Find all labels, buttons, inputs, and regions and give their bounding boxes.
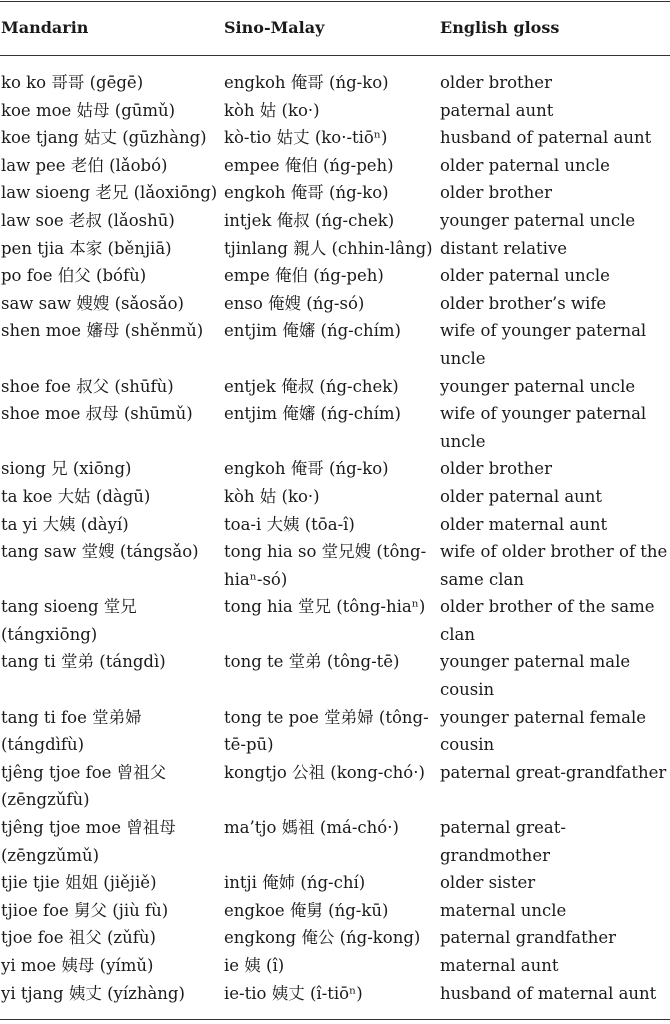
header-row bbox=[0, 0, 670, 56]
cell-mandarin: tang ti foe 堂弟婦 (tángdìfù) bbox=[1, 707, 142, 755]
cell-english-gloss: older brother bbox=[440, 459, 552, 479]
cell-sino-malay: entjek 俺叔 (ńg-chek) bbox=[224, 376, 399, 396]
cell-mandarin: ko ko 哥哥 (gēgē) bbox=[1, 73, 144, 92]
cell-mandarin: tjioe foe 舅父 (jiù fù) bbox=[1, 900, 169, 920]
table-row bbox=[0, 455, 670, 483]
table-row bbox=[0, 124, 670, 152]
cell-mandarin: tang sioeng 堂兄 (tángxiōng) bbox=[1, 597, 137, 644]
cell-english-gloss: older maternal aunt bbox=[440, 514, 608, 534]
table-row bbox=[0, 980, 670, 1008]
cell-english-gloss: maternal uncle bbox=[440, 900, 567, 920]
cell-sino-malay: enso 俺嫂 (ńg-só) bbox=[224, 293, 365, 313]
cell-english-gloss: paternal grandfather bbox=[440, 928, 616, 948]
cell-mandarin: pen tjia 本家 (běnjiā) bbox=[1, 238, 172, 258]
table-header bbox=[0, 0, 670, 56]
table-row bbox=[0, 648, 670, 703]
cell-english-gloss: paternal aunt bbox=[440, 100, 554, 120]
table-row bbox=[0, 897, 670, 925]
table-row bbox=[0, 400, 670, 455]
cell-english-gloss: older brother’s wife bbox=[440, 293, 607, 313]
cell-mandarin: ta koe 大姑 (dàgū) bbox=[1, 486, 151, 506]
cell-mandarin: tjêng tjoe foe 曾祖父 (zēngzǔfù) bbox=[1, 762, 167, 810]
cell-sino-malay: kòh 姑 (ko·) bbox=[224, 486, 320, 506]
cell-mandarin: shoe moe 叔母 (shūmǔ) bbox=[1, 404, 193, 424]
cell-english-gloss: younger paternal uncle bbox=[440, 210, 636, 230]
cell-sino-malay: entjim 俺嬸 (ńg-chím) bbox=[224, 321, 401, 341]
cell-mandarin: po foe 伯父 (bófù) bbox=[1, 266, 147, 286]
cell-mandarin: tjoe foe 祖父 (zǔfù) bbox=[1, 928, 156, 948]
cell-sino-malay: ie 姨 (î) bbox=[224, 956, 285, 975]
cell-mandarin: law soe 老叔 (lǎoshū) bbox=[1, 210, 175, 230]
cell-mandarin: koe moe 姑母 (gūmǔ) bbox=[1, 100, 176, 120]
table-row bbox=[0, 593, 670, 648]
table-row bbox=[0, 869, 670, 897]
cell-mandarin: yi tjang 姨丈 (yízhàng) bbox=[1, 983, 185, 1003]
table-row bbox=[0, 207, 670, 235]
table-row bbox=[0, 511, 670, 539]
cell-mandarin: ta yi 大姨 (dàyí) bbox=[1, 514, 129, 534]
cell-mandarin: yi moe 姨母 (yímǔ) bbox=[1, 956, 154, 975]
table-row bbox=[0, 179, 670, 207]
table-row bbox=[0, 373, 670, 401]
cell-english-gloss: wife of older brother of the same clan bbox=[440, 542, 668, 589]
cell-mandarin: tang ti 堂弟 (tángdì) bbox=[1, 652, 166, 672]
cell-english-gloss: younger paternal female cousin bbox=[440, 707, 647, 755]
cell-sino-malay: engkoh 俺哥 (ńg-ko) bbox=[224, 459, 389, 479]
cell-mandarin: saw saw 嫂嫂 (sǎosǎo) bbox=[1, 293, 184, 313]
cell-mandarin: law pee 老伯 (lǎobó) bbox=[1, 155, 168, 175]
cell-sino-malay: tong te 堂弟 (tông-tē) bbox=[224, 652, 400, 672]
table-row bbox=[0, 814, 670, 869]
table-row bbox=[0, 704, 670, 759]
cell-english-gloss: distant relative bbox=[440, 238, 568, 258]
cell-english-gloss: paternal great-grandmother bbox=[440, 818, 566, 865]
cell-english-gloss: older brother bbox=[440, 183, 552, 203]
cell-sino-malay: intjek 俺叔 (ńg-chek) bbox=[224, 210, 395, 230]
cell-sino-malay: engkong 俺公 (ńg-kong) bbox=[224, 928, 421, 948]
cell-english-gloss: husband of paternal aunt bbox=[440, 128, 652, 148]
cell-mandarin: tjêng tjoe moe 曾祖母 (zēngzǔmǔ) bbox=[1, 818, 176, 865]
cell-mandarin: koe tjang 姑丈 (gūzhàng) bbox=[1, 128, 207, 148]
table-row bbox=[0, 290, 670, 318]
cell-english-gloss: husband of maternal aunt bbox=[440, 983, 657, 1003]
table-row bbox=[0, 538, 670, 593]
cell-english-gloss: older sister bbox=[440, 873, 536, 893]
cell-sino-malay: toa-i 大姨 (tōa-î) bbox=[224, 514, 355, 534]
cell-english-gloss: older paternal uncle bbox=[440, 266, 610, 286]
cell-mandarin: siong 兄 (xiōng) bbox=[1, 459, 132, 479]
table-row bbox=[0, 56, 670, 97]
cell-sino-malay: ie-tio 姨丈 (î-tiōⁿ) bbox=[224, 983, 363, 1003]
table-row bbox=[0, 952, 670, 980]
table-row bbox=[0, 759, 670, 814]
cell-english-gloss: wife of younger paternal uncle bbox=[440, 404, 647, 451]
cell-english-gloss: paternal great-grandfather bbox=[440, 762, 667, 782]
cell-english-gloss: older paternal uncle bbox=[440, 155, 610, 175]
cell-sino-malay: engkoh 俺哥 (ńg-ko) bbox=[224, 73, 389, 92]
cell-mandarin: tang saw 堂嫂 (tángsǎo) bbox=[1, 542, 199, 562]
cell-sino-malay: empe 俺伯 (ńg-peh) bbox=[224, 266, 384, 286]
table-row bbox=[0, 483, 670, 511]
table-row bbox=[0, 152, 670, 180]
column-header-sino-malay: Sino-Malay bbox=[224, 18, 325, 38]
cell-sino-malay: engkoh 俺哥 (ńg-ko) bbox=[224, 183, 389, 203]
column-header-mandarin: Mandarin bbox=[1, 18, 89, 38]
cell-sino-malay: entjim 俺嬸 (ńg-chím) bbox=[224, 404, 401, 424]
cell-mandarin: law sioeng 老兄 (lǎoxiōng) bbox=[1, 183, 218, 203]
cell-sino-malay: engkoe 俺舅 (ńg-kū) bbox=[224, 900, 389, 920]
cell-mandarin: tjie tjie 姐姐 (jiějiě) bbox=[1, 873, 157, 893]
cell-sino-malay: kò-tio 姑丈 (ko·-tiōⁿ) bbox=[224, 128, 388, 148]
cell-english-gloss: younger paternal uncle bbox=[440, 376, 636, 396]
cell-english-gloss: younger paternal male cousin bbox=[440, 652, 631, 700]
cell-english-gloss: older brother bbox=[440, 73, 552, 92]
cell-sino-malay: tong hia 堂兄 (tông-hiaⁿ) bbox=[224, 597, 426, 617]
table-row bbox=[0, 262, 670, 290]
table-body bbox=[0, 56, 670, 1007]
cell-mandarin: shen moe 嬸母 (shěnmǔ) bbox=[1, 321, 204, 341]
table-row bbox=[0, 317, 670, 372]
cell-sino-malay: intji 俺姉 (ńg-chí) bbox=[224, 873, 366, 893]
cell-sino-malay: tjinlang 親人 (chhin-lâng) bbox=[224, 238, 433, 258]
cell-sino-malay: kòh 姑 (ko·) bbox=[224, 100, 320, 120]
cell-english-gloss: older paternal aunt bbox=[440, 486, 603, 506]
cell-english-gloss: older brother of the same clan bbox=[440, 597, 655, 644]
cell-mandarin: shoe foe 叔父 (shūfù) bbox=[1, 376, 174, 396]
cell-sino-malay: kongtjo 公祖 (kong-chó·) bbox=[224, 762, 425, 782]
table-row bbox=[0, 235, 670, 263]
table-row bbox=[0, 97, 670, 125]
cell-sino-malay: empee 俺伯 (ńg-peh) bbox=[224, 155, 394, 175]
cell-sino-malay: tong te poe 堂弟婦 (tông-tē-pū) bbox=[224, 707, 429, 755]
cell-english-gloss: wife of younger paternal uncle bbox=[440, 321, 647, 368]
cell-sino-malay: tong hia so 堂兄嫂 (tông-hiaⁿ-só) bbox=[224, 542, 427, 589]
table-row bbox=[0, 924, 670, 952]
bottom-rule bbox=[0, 1019, 670, 1020]
cell-english-gloss: maternal aunt bbox=[440, 956, 559, 975]
cell-sino-malay: ma’tjo 媽祖 (má-chó·) bbox=[224, 818, 399, 838]
column-header-english-gloss: English gloss bbox=[440, 18, 560, 38]
